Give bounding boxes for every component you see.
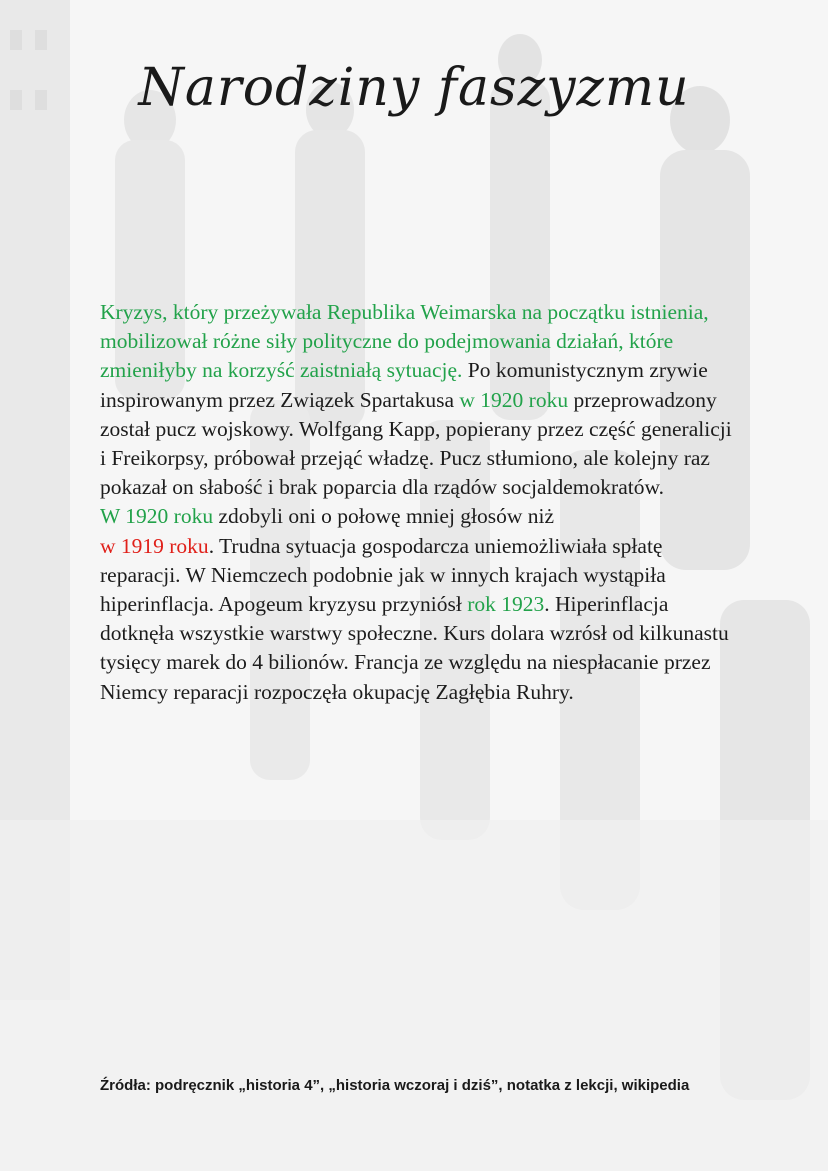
- text-segment: Po komunistycznym zrywie inspirowanym przez Związek Spartakusa: [100, 358, 708, 412]
- page-title: Narodziny faszyzmu: [138, 58, 690, 118]
- date-highlight: W 1920 roku: [100, 504, 214, 529]
- date-highlight: w 1920 roku: [459, 387, 569, 412]
- text-segment: przeprowadzony został pucz wojskowy. Wolfgang Kapp, popierany przez część generalicji i Freikorpsy, próbował przejąć władzę. Pucz stłumiono, ale kolejny raz pokazał on słabość i brak poparcia dla rządów socjaldemokratów.: [100, 387, 732, 500]
- text-segment: zdobyli oni o połowę mniej głosów niż: [213, 504, 555, 529]
- text-segment: . Hiperinflacja dotknęła wszystkie warstwy społeczne. Kurs dolara wzrósł od kilkunastu tysięcy marek do 4 bilionów. Francja ze względu na niespłacanie przez Niemcy reparacji rozpoczęła okupację Zagłębia Ruhry.: [100, 592, 729, 704]
- sources-note: Źródła: podręcznik „historia 4”, „historia wczoraj i dziś”, notatka z lekcji, wikipedia: [100, 1077, 690, 1094]
- date-highlight-red: w 1919 roku: [100, 533, 209, 558]
- text-segment: . Trudna sytuacja gospodarcza uniemożliwiała spłatę reparacji. W Niemczech podobnie jak w innych krajach wystąpiła hiperinflacja. Apogeum kryzysu przyniósł: [100, 533, 666, 617]
- main-paragraph: [100, 298, 740, 707]
- text-segment-intro: Kryzys, który przeżywała Republika Weimarska na początku istnienia, mobilizował różne siły polityczne do podejmowania działań, które zmieniłyby na korzyść zaistniałą sytuację.: [100, 300, 709, 383]
- date-highlight: rok 1923: [467, 592, 545, 617]
